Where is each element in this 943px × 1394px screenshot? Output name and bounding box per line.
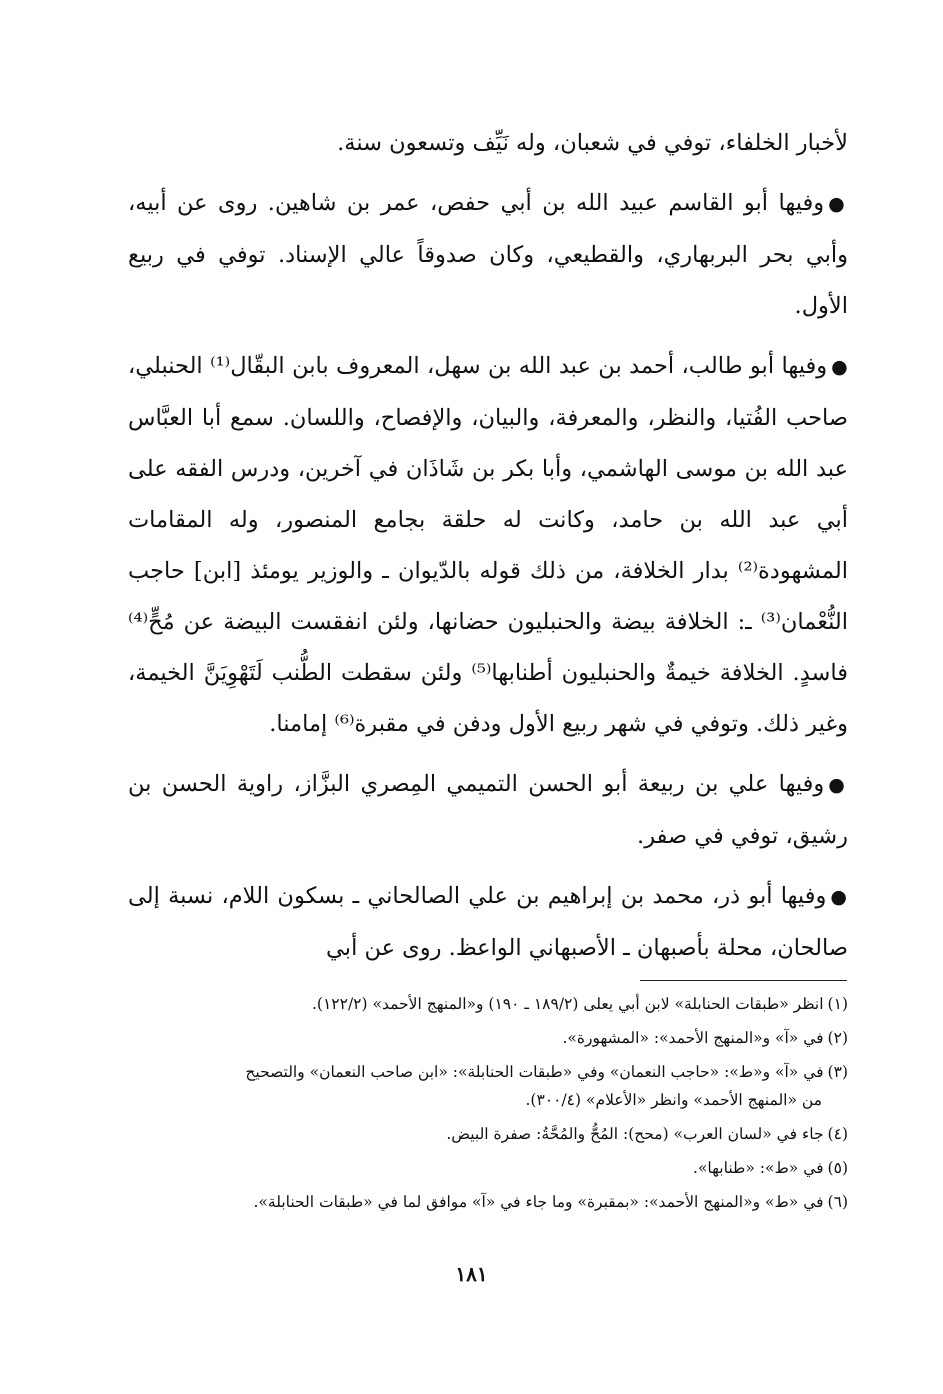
paragraph [128, 759, 848, 862]
paragraph-text: وفيها أبو القاسم عبيد الله بن أبي حفص، عمر بن شاهين. روى عن أبيه، وأبي بحر البربهاري، والقطيعي، وكان صدوقاً عالي الإسناد. توفي في ربيع الأول. [128, 190, 848, 319]
paragraph-text: وفيها أبو طالب، أحمد بن عبد الله بن سهل، المعروف بابن البقّال⁽¹⁾ الحنبلي، صاحب الفُتيا، والنظر، والمعرفة، والبيان، والإفصاح، واللسان. سمع أبا العبَّاس عبد الله بن موسى الهاشمي، وأبا بكر بن شَاذَان في آخرين، ودرس الفقه على أبي عبد الله بن حامد، وكانت له حلقة بجامع المنصور، وله المقامات المشهودة⁽²⁾ بدار الخلافة، من ذلك قوله بالدّيوان ـ والوزير يومئذ [ابن] حاجب النُّعْمان⁽³⁾ ـ: الخلافة بيضة والحنبليون حضانها، ولئن انفقست البيضة عن مُحٍّ⁽⁴⁾ فاسدٍ. الخلافة خيمةٌ والحنبليون أطنابها⁽⁵⁾ ولئن سقطت الطُّنب لَتَهْوِيَنَّ الخيمة، وغير ذلك. وتوفي في شهر ربيع الأول ودفن في مقبرة⁽⁶⁾ إمامنا. [128, 353, 848, 737]
footnote-text: في «آ» و«المنهج الأحمد»: «المشهورة». [562, 1029, 824, 1047]
footnote-number: (٣) [827, 1063, 848, 1081]
footnote [128, 990, 848, 1018]
paragraph-text: لأخبار الخلفاء، توفي في شعبان، وله نَيِّف وتسعون سنة. [337, 130, 848, 156]
paragraph [128, 178, 848, 332]
paragraph [128, 871, 848, 974]
bullet-icon: ● [828, 774, 848, 796]
footnote-continuation [128, 1086, 848, 1114]
footnote-number: (٤) [827, 1125, 848, 1143]
bullet-icon: ● [828, 193, 848, 215]
page-number: ١٨١ [455, 1262, 488, 1286]
footnote [128, 1154, 848, 1182]
footnote-separator [640, 980, 847, 981]
footnote-number: (٥) [827, 1159, 848, 1177]
footnote-text: جاء في «لسان العرب» (محح): المُحُّ والمُحَّةُ: صفرة البيض. [446, 1125, 824, 1143]
footnote-text: من «المنهج الأحمد» وانظر «الأعلام» (٣٠٠/٤). [525, 1091, 822, 1109]
footnote-number: (١) [827, 995, 848, 1013]
footnote-text: في «ط» و«المنهج الأحمد»: «بمقبرة» وما جاء في «آ» موافق لما في «طبقات الحنابلة». [253, 1193, 824, 1211]
paragraph [128, 341, 848, 750]
footnote-text: في «ط»: «طنابها». [693, 1159, 824, 1177]
bullet-icon: ● [831, 356, 848, 378]
footnote [128, 1024, 848, 1052]
footnote [128, 1188, 848, 1216]
footnote [128, 1058, 848, 1086]
paragraph-text: وفيها علي بن ربيعة أبو الحسن التميمي المِصري البزَّاز، راوية الحسن بن رشيق، توفي في صفر. [128, 771, 848, 849]
footnote [128, 1120, 848, 1148]
footnotes [128, 990, 848, 1222]
bullet-icon: ● [830, 886, 848, 908]
paragraph [128, 118, 848, 169]
footnote-text: انظر «طبقات الحنابلة» لابن أبي يعلى (١٨٩/٢ ـ ١٩٠) و«المنهج الأحمد» (١٢٢/٢). [311, 995, 824, 1013]
paragraph-text: وفيها أبو ذر، محمد بن إبراهيم بن علي الصالحاني ـ بسكون اللام، نسبة إلى صالحان، محلة بأصبهان ـ الأصبهاني الواعظ. روى عن أبي [128, 883, 848, 961]
main-text [128, 118, 848, 983]
footnote-text: في «آ» و«ط»: «حاجب النعمان» وفي «طبقات الحنابلة»: «ابن صاحب النعمان» والتصحيح [245, 1063, 824, 1081]
footnote-number: (٢) [827, 1029, 848, 1047]
footnote-number: (٦) [827, 1193, 848, 1211]
